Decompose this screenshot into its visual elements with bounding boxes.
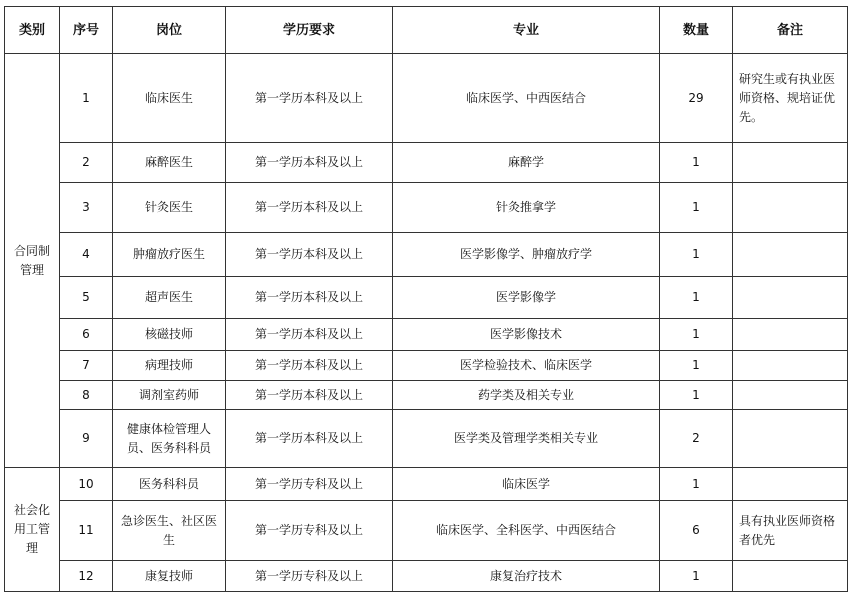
row-note	[733, 319, 848, 351]
header-post: 岗位	[113, 7, 226, 54]
header-education: 学历要求	[226, 7, 393, 54]
row-post: 医务科科员	[113, 468, 226, 501]
table-row	[5, 319, 848, 351]
row-major: 麻醉学	[393, 143, 660, 183]
row-education: 第一学历本科及以上	[226, 54, 393, 143]
row-education: 第一学历本科及以上	[226, 351, 393, 381]
table-row	[5, 143, 848, 183]
row-education: 第一学历专科及以上	[226, 468, 393, 501]
row-no: 11	[60, 501, 113, 561]
row-major: 医学类及管理学类相关专业	[393, 410, 660, 468]
header-major: 专业	[393, 7, 660, 54]
row-education: 第一学历本科及以上	[226, 277, 393, 319]
row-education: 第一学历本科及以上	[226, 319, 393, 351]
header-no: 序号	[60, 7, 113, 54]
table-row	[5, 561, 848, 592]
row-post: 健康体检管理人员、医务科科员	[113, 410, 226, 468]
header-row	[5, 7, 848, 54]
category-cell: 合同制 管理	[5, 54, 60, 468]
row-post: 针灸医生	[113, 183, 226, 233]
row-major: 针灸推拿学	[393, 183, 660, 233]
row-count: 1	[660, 277, 733, 319]
row-major: 医学影像学、肿瘤放疗学	[393, 233, 660, 277]
row-major: 临床医学、全科医学、中西医结合	[393, 501, 660, 561]
row-note	[733, 233, 848, 277]
row-major: 康复治疗技术	[393, 561, 660, 592]
row-education: 第一学历本科及以上	[226, 381, 393, 410]
row-post: 肿瘤放疗医生	[113, 233, 226, 277]
row-count: 1	[660, 351, 733, 381]
row-count: 1	[660, 233, 733, 277]
table-row	[5, 410, 848, 468]
row-note	[733, 561, 848, 592]
table-row	[5, 233, 848, 277]
table-row	[5, 54, 848, 143]
row-no: 7	[60, 351, 113, 381]
row-count: 1	[660, 381, 733, 410]
row-note	[733, 183, 848, 233]
row-post: 病理技师	[113, 351, 226, 381]
row-no: 9	[60, 410, 113, 468]
row-count: 1	[660, 319, 733, 351]
row-no: 6	[60, 319, 113, 351]
row-no: 4	[60, 233, 113, 277]
row-education: 第一学历本科及以上	[226, 183, 393, 233]
category-cell: 社会化 用工管 理	[5, 468, 60, 592]
row-note	[733, 143, 848, 183]
header-count: 数量	[660, 7, 733, 54]
recruitment-table	[4, 6, 848, 592]
header-category: 类别	[5, 7, 60, 54]
row-education: 第一学历专科及以上	[226, 561, 393, 592]
row-count: 1	[660, 561, 733, 592]
row-major: 医学检验技术、临床医学	[393, 351, 660, 381]
row-post: 急诊医生、社区医生	[113, 501, 226, 561]
row-no: 8	[60, 381, 113, 410]
row-count: 1	[660, 183, 733, 233]
row-note	[733, 468, 848, 501]
row-major: 药学类及相关专业	[393, 381, 660, 410]
table-row	[5, 183, 848, 233]
row-count: 6	[660, 501, 733, 561]
row-count: 2	[660, 410, 733, 468]
header-note: 备注	[733, 7, 848, 54]
table-row	[5, 351, 848, 381]
row-education: 第一学历专科及以上	[226, 501, 393, 561]
row-note	[733, 381, 848, 410]
row-post: 调剂室药师	[113, 381, 226, 410]
row-note: 具有执业医师资格者优先	[733, 501, 848, 561]
row-major: 医学影像学	[393, 277, 660, 319]
row-count: 1	[660, 143, 733, 183]
row-no: 10	[60, 468, 113, 501]
row-no: 5	[60, 277, 113, 319]
table-row	[5, 381, 848, 410]
table-row	[5, 468, 848, 501]
row-no: 3	[60, 183, 113, 233]
row-count: 29	[660, 54, 733, 143]
row-no: 12	[60, 561, 113, 592]
row-count: 1	[660, 468, 733, 501]
row-education: 第一学历本科及以上	[226, 143, 393, 183]
table-row	[5, 277, 848, 319]
row-no: 1	[60, 54, 113, 143]
row-major: 医学影像技术	[393, 319, 660, 351]
recruitment-table-container	[4, 6, 848, 592]
row-post: 超声医生	[113, 277, 226, 319]
row-note	[733, 277, 848, 319]
table-row	[5, 501, 848, 561]
row-education: 第一学历本科及以上	[226, 410, 393, 468]
row-post: 康复技师	[113, 561, 226, 592]
row-no: 2	[60, 143, 113, 183]
row-post: 临床医生	[113, 54, 226, 143]
row-major: 临床医学、中西医结合	[393, 54, 660, 143]
row-major: 临床医学	[393, 468, 660, 501]
row-post: 麻醉医生	[113, 143, 226, 183]
row-note: 研究生或有执业医师资格、规培证优先。	[733, 54, 848, 143]
row-education: 第一学历本科及以上	[226, 233, 393, 277]
row-note	[733, 410, 848, 468]
row-note	[733, 351, 848, 381]
row-post: 核磁技师	[113, 319, 226, 351]
